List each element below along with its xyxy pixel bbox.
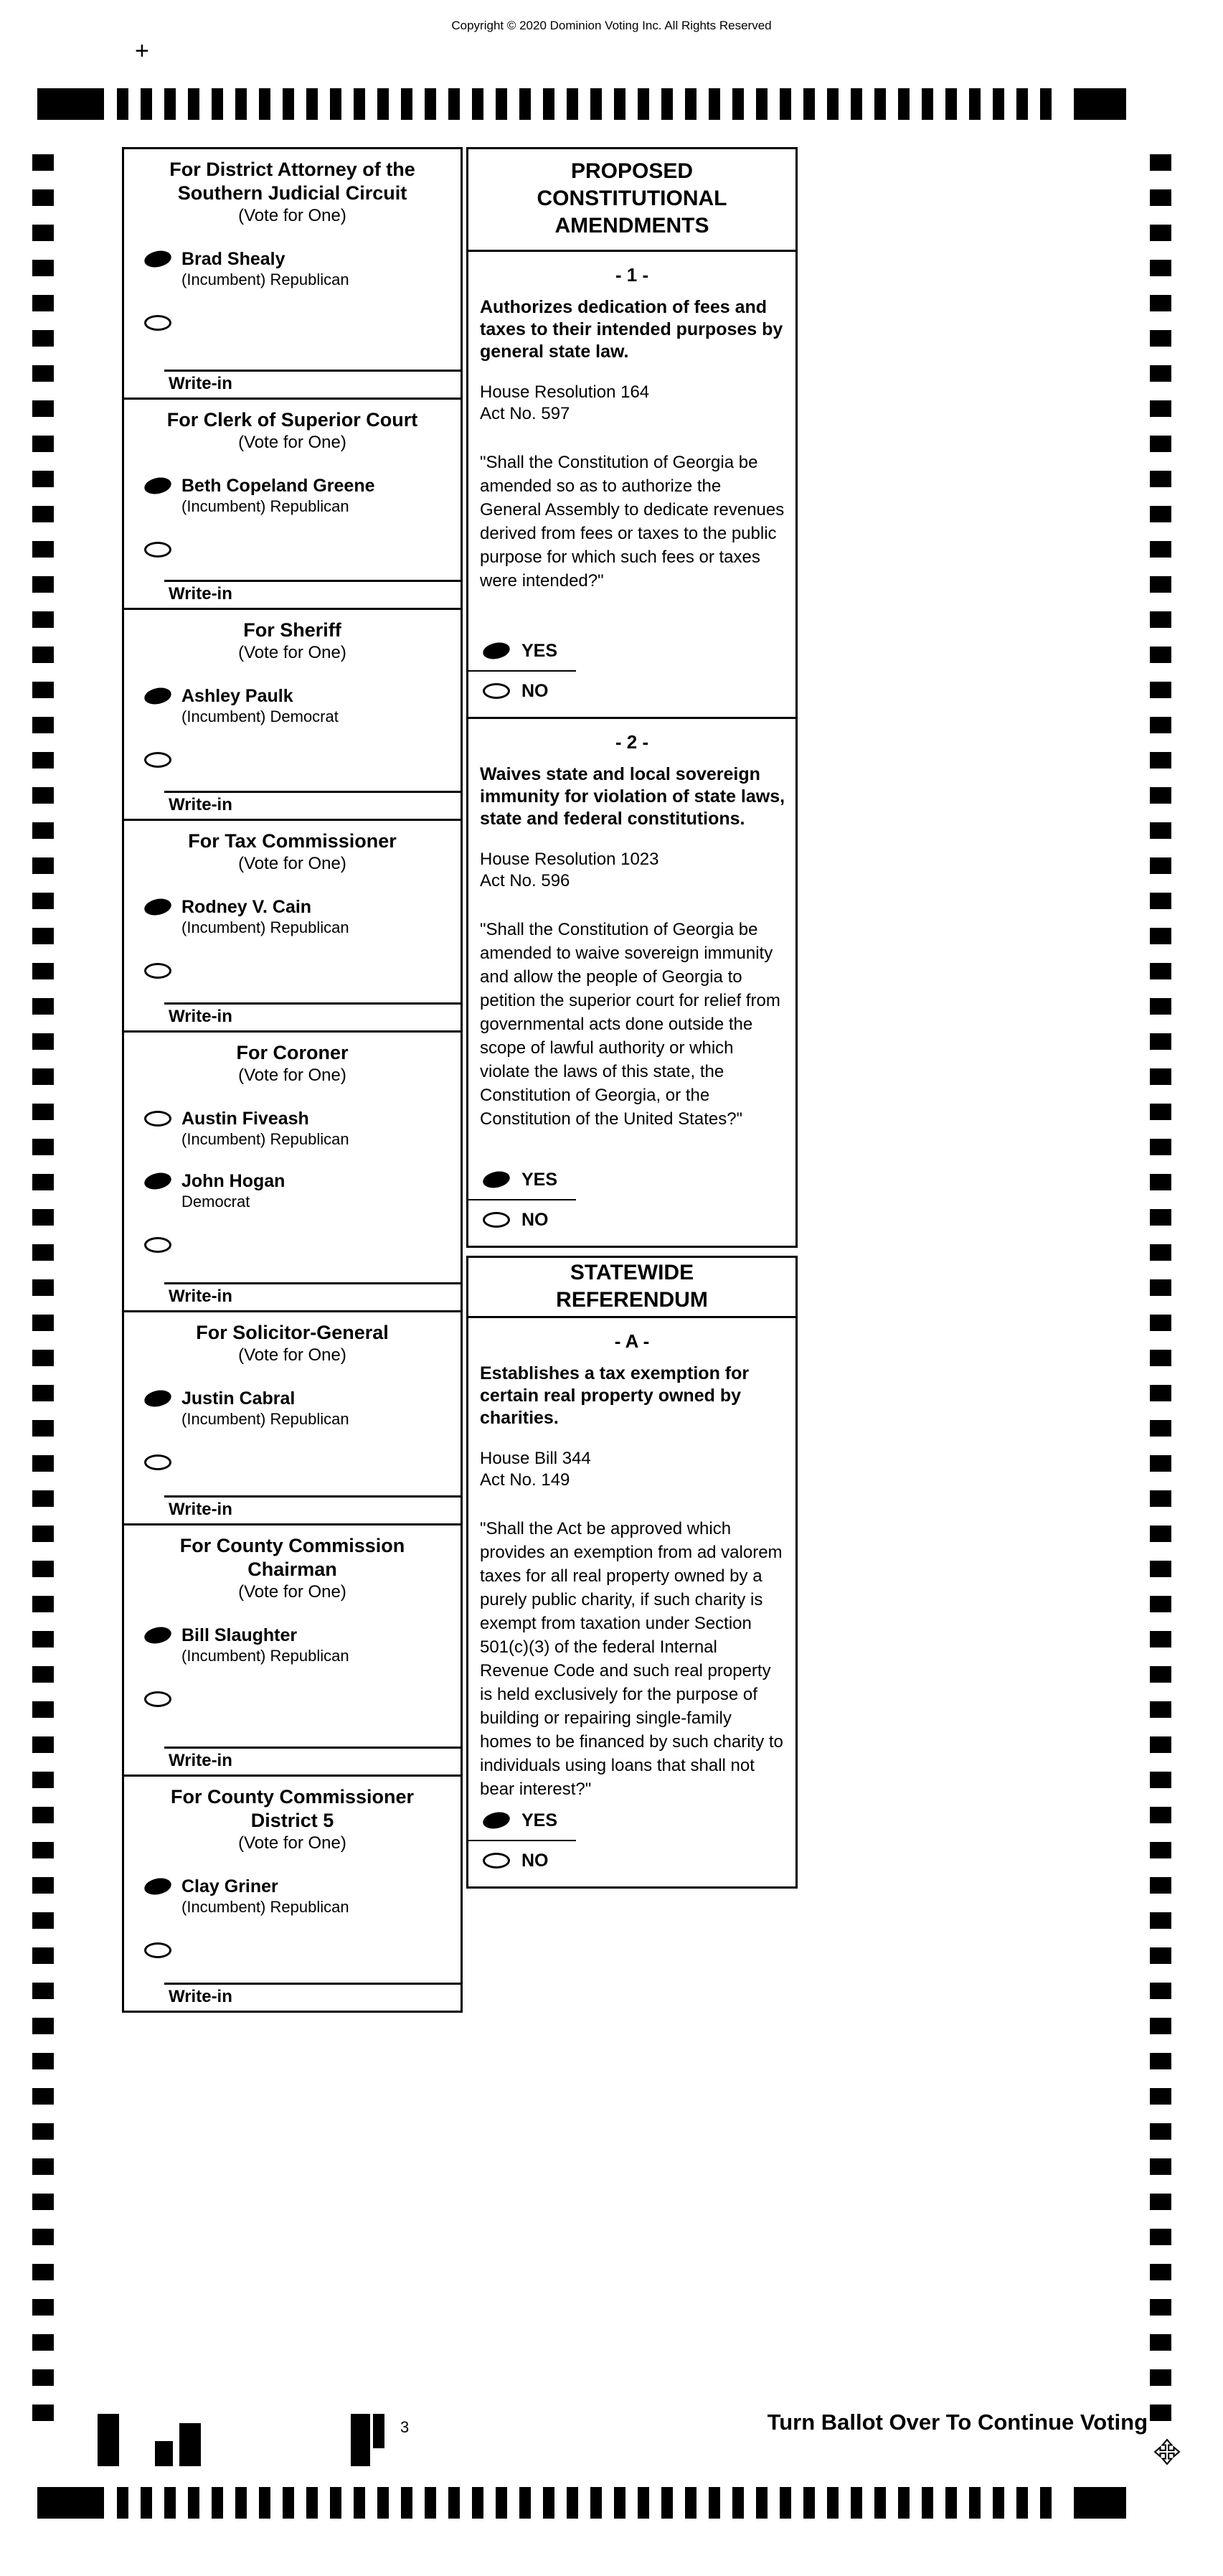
contests-column bbox=[122, 147, 463, 2013]
candidate-row bbox=[124, 685, 461, 726]
write-in-label: Write-in bbox=[169, 584, 232, 603]
candidate-name: Ashley Paulk bbox=[181, 686, 293, 706]
constitutional-amendments-box bbox=[466, 147, 798, 1248]
candidate-row bbox=[124, 1388, 461, 1429]
write-in-oval-row bbox=[124, 963, 461, 982]
candidate-text bbox=[181, 1388, 349, 1429]
candidate-name: Clay Griner bbox=[181, 1876, 278, 1896]
write-in-line[interactable] bbox=[164, 1983, 461, 1985]
vote-for-note: (Vote for One) bbox=[238, 206, 346, 225]
candidate-name: Beth Copeland Greene bbox=[181, 476, 375, 496]
candidate-row bbox=[124, 1108, 461, 1149]
measure-number: - 2 - bbox=[615, 731, 649, 753]
candidate-row bbox=[124, 1876, 461, 1917]
measure-option-row bbox=[468, 636, 795, 665]
measure-options bbox=[468, 636, 795, 705]
write-in-area bbox=[124, 370, 461, 395]
option-oval[interactable] bbox=[481, 1810, 511, 1830]
measure-references: House Resolution 164 Act No. 597 bbox=[480, 382, 650, 423]
measure-summary: Establishes a tax exemption for certain real property owned by charities. bbox=[480, 1363, 750, 1428]
contest-box bbox=[122, 819, 463, 1033]
measure-references: House Bill 344 Act No. 149 bbox=[480, 1449, 591, 1490]
timing-marks-bottom bbox=[0, 2487, 1223, 2519]
contest-title: For Tax Commissioner bbox=[188, 830, 397, 852]
statewide-referendum-box bbox=[466, 1256, 798, 1889]
measure-question: "Shall the Constitution of Georgia be amended to waive sovereign immunity and allow the people of Georgia to petition the superior court for relief from governmental acts done outside the scope of lawful authority or which violate the laws of this state, the Constitution of Georgia, or the Constitution of the United States?" bbox=[480, 920, 780, 1129]
vote-for-note: (Vote for One) bbox=[238, 1582, 346, 1602]
contest-box bbox=[122, 1774, 463, 2013]
ballot-id-mark bbox=[351, 2414, 370, 2466]
candidate-list bbox=[124, 1876, 461, 1917]
write-in-oval-row bbox=[124, 542, 461, 561]
write-in-line[interactable] bbox=[164, 1747, 461, 1749]
contest-box bbox=[122, 1523, 463, 1777]
measure-option-row bbox=[468, 1205, 795, 1234]
measure-section bbox=[468, 1318, 795, 1886]
option-label: YES bbox=[521, 1169, 558, 1190]
write-in-label: Write-in bbox=[169, 795, 232, 814]
turn-ballot-over-text: Turn Ballot Over To Continue Voting bbox=[767, 2410, 1148, 2435]
measure-number: - A - bbox=[614, 1330, 650, 1352]
measure-number: - 1 - bbox=[615, 264, 649, 286]
contest-title: For County Commissioner District 5 bbox=[170, 1786, 415, 1831]
candidate-row bbox=[124, 896, 461, 937]
candidate-list bbox=[124, 1625, 461, 1665]
write-in-oval[interactable] bbox=[144, 315, 171, 331]
write-in-oval-row bbox=[124, 1691, 461, 1711]
option-label: NO bbox=[521, 1209, 549, 1230]
write-in-oval[interactable] bbox=[144, 1237, 171, 1253]
ballot-id-glyph: 3 bbox=[400, 2418, 410, 2436]
timing-block-left bbox=[37, 88, 104, 120]
copyright-text: Copyright © 2020 Dominion Voting Inc. All Rights Reserved bbox=[451, 19, 772, 32]
contest-box bbox=[122, 1030, 463, 1312]
candidate-name: Justin Cabral bbox=[181, 1388, 296, 1409]
write-in-area bbox=[124, 1002, 461, 1028]
vote-for-note: (Vote for One) bbox=[238, 643, 346, 662]
write-in-oval[interactable] bbox=[144, 1942, 171, 1958]
vote-for-note: (Vote for One) bbox=[238, 433, 346, 452]
measure-section bbox=[468, 717, 795, 1246]
candidate-row bbox=[124, 248, 461, 289]
write-in-oval[interactable] bbox=[144, 1691, 171, 1707]
measure-question: "Shall the Act be approved which provides an exemption from ad valorem taxes for all real property owned by a purely public charity, if such charity is exempt from taxation under Section 501(c)(3) of the federal Internal Revenue Code and such real property is held exclusively for the purpose of building or repairing single-family homes to be financed by such charity to individuals using loans that shall not bear interest?" bbox=[480, 1519, 783, 1799]
ballot-id-mark bbox=[155, 2441, 173, 2466]
candidate-text bbox=[181, 685, 339, 726]
option-label: NO bbox=[521, 1850, 549, 1871]
candidate-oval[interactable] bbox=[143, 475, 173, 496]
measure-section bbox=[468, 252, 795, 717]
contest-title: For Clerk of Superior Court bbox=[166, 409, 418, 431]
candidate-text bbox=[181, 1876, 349, 1917]
candidate-oval[interactable] bbox=[143, 685, 173, 706]
timing-bars bbox=[117, 88, 1052, 120]
write-in-oval-row bbox=[124, 315, 461, 334]
write-in-oval[interactable] bbox=[144, 752, 171, 768]
write-in-area bbox=[124, 1495, 461, 1520]
measure-option-row bbox=[468, 1165, 795, 1194]
write-in-label: Write-in bbox=[169, 1287, 232, 1306]
write-in-area bbox=[124, 580, 461, 605]
candidate-party: (Incumbent) Republican bbox=[181, 271, 349, 288]
candidate-list bbox=[124, 1388, 461, 1429]
candidate-oval[interactable] bbox=[143, 896, 173, 917]
measure-summary: Authorizes dedication of fees and taxes to their intended purposes by general state law. bbox=[480, 297, 783, 362]
registration-plus-mark: + bbox=[135, 37, 149, 65]
measure-summary: Waives state and local sovereign immunity for violation of state laws, state and federal constitutions. bbox=[480, 764, 785, 829]
option-oval[interactable] bbox=[483, 1212, 510, 1228]
contest-box bbox=[122, 398, 463, 610]
ballot-id-mark bbox=[179, 2423, 201, 2466]
measure-question: "Shall the Constitution of Georgia be amended so as to authorize the General Assembly to dedicate revenues derived from fees or taxes to the public purpose for which such fees or taxes were intended?" bbox=[480, 453, 785, 591]
amendments-header: PROPOSED CONSTITUTIONAL AMENDMENTS bbox=[468, 149, 795, 252]
candidate-party: (Incumbent) Republican bbox=[181, 1647, 349, 1665]
write-in-oval[interactable] bbox=[144, 963, 171, 979]
option-separator bbox=[468, 1840, 576, 1841]
option-oval[interactable] bbox=[481, 1169, 511, 1190]
candidate-text bbox=[181, 1625, 349, 1665]
candidate-party: Democrat bbox=[181, 1193, 250, 1211]
contest-header bbox=[124, 821, 461, 875]
candidate-oval[interactable] bbox=[144, 1111, 171, 1127]
contest-header bbox=[124, 1526, 461, 1603]
timing-block-right bbox=[1074, 2487, 1126, 2519]
option-oval[interactable] bbox=[481, 640, 511, 661]
candidate-oval[interactable] bbox=[143, 1388, 173, 1409]
contest-title: For District Attorney of the Southern Judicial Circuit bbox=[169, 159, 415, 204]
measure-options bbox=[468, 1806, 795, 1875]
candidate-text bbox=[181, 1108, 349, 1149]
contest-header bbox=[124, 610, 461, 664]
contest-box bbox=[122, 147, 463, 400]
candidate-row bbox=[124, 475, 461, 516]
write-in-area bbox=[124, 791, 461, 816]
timing-marks-right-column bbox=[1150, 154, 1171, 2422]
contest-header bbox=[124, 1312, 461, 1366]
candidate-party: (Incumbent) Republican bbox=[181, 1898, 349, 1916]
candidate-name: Bill Slaughter bbox=[181, 1625, 298, 1645]
candidate-oval[interactable] bbox=[143, 1170, 173, 1191]
candidate-text bbox=[181, 475, 375, 516]
candidate-text bbox=[181, 248, 349, 289]
write-in-line[interactable] bbox=[164, 580, 461, 582]
candidate-oval[interactable] bbox=[143, 1625, 173, 1645]
measure-references: House Resolution 1023 Act No. 596 bbox=[480, 850, 659, 890]
write-in-line[interactable] bbox=[164, 370, 461, 372]
contest-header bbox=[124, 1033, 461, 1086]
contest-header bbox=[124, 1777, 461, 1854]
candidate-name: Rodney V. Cain bbox=[181, 897, 312, 917]
write-in-area bbox=[124, 1747, 461, 1772]
contest-title: For County Commission Chairman bbox=[179, 1535, 405, 1580]
write-in-line[interactable] bbox=[164, 791, 461, 793]
contest-title: For Solicitor-General bbox=[196, 1322, 389, 1343]
contest-header bbox=[124, 149, 461, 227]
timing-block-right bbox=[1074, 88, 1126, 120]
candidate-list bbox=[124, 896, 461, 937]
ballot-id-mark bbox=[98, 2414, 119, 2466]
candidate-list bbox=[124, 475, 461, 516]
measure-options bbox=[468, 1165, 795, 1234]
candidate-list bbox=[124, 685, 461, 726]
contest-header bbox=[124, 400, 461, 453]
write-in-label: Write-in bbox=[169, 1987, 232, 2006]
write-in-oval-row bbox=[124, 1942, 461, 1962]
ballot-id-mark bbox=[373, 2414, 384, 2448]
candidate-name: Brad Shealy bbox=[181, 249, 285, 269]
candidate-party: (Incumbent) Republican bbox=[181, 497, 349, 515]
write-in-oval-row bbox=[124, 1454, 461, 1474]
candidate-list bbox=[124, 248, 461, 289]
contest-title: For Coroner bbox=[236, 1042, 349, 1063]
write-in-oval[interactable] bbox=[144, 542, 171, 558]
timing-bars bbox=[117, 2487, 1052, 2519]
write-in-label: Write-in bbox=[169, 1007, 232, 1026]
option-label: NO bbox=[521, 680, 549, 701]
candidate-party: (Incumbent) Republican bbox=[181, 1410, 349, 1428]
candidate-party: (Incumbent) Democrat bbox=[181, 708, 339, 725]
candidate-text bbox=[181, 1170, 285, 1211]
vote-for-note: (Vote for One) bbox=[238, 1066, 346, 1085]
write-in-line[interactable] bbox=[164, 1002, 461, 1005]
four-way-arrow-icon bbox=[1153, 2438, 1181, 2465]
measure-option-row bbox=[468, 1846, 795, 1875]
option-oval[interactable] bbox=[483, 683, 510, 699]
vote-for-note: (Vote for One) bbox=[238, 1345, 346, 1365]
contest-box bbox=[122, 1310, 463, 1526]
candidate-name: Austin Fiveash bbox=[181, 1109, 309, 1129]
timing-block-left bbox=[37, 2487, 104, 2519]
timing-marks-left-column bbox=[32, 154, 54, 2422]
write-in-oval[interactable] bbox=[144, 1454, 171, 1470]
write-in-line[interactable] bbox=[164, 1282, 461, 1284]
option-oval[interactable] bbox=[483, 1853, 510, 1868]
write-in-label: Write-in bbox=[169, 374, 232, 393]
write-in-line[interactable] bbox=[164, 1495, 461, 1498]
candidate-oval[interactable] bbox=[143, 1876, 173, 1896]
write-in-label: Write-in bbox=[169, 1500, 232, 1519]
contest-box bbox=[122, 608, 463, 821]
candidate-name: John Hogan bbox=[181, 1171, 285, 1191]
candidate-row bbox=[124, 1170, 461, 1211]
option-label: YES bbox=[521, 1810, 558, 1830]
candidate-party: (Incumbent) Republican bbox=[181, 1130, 349, 1148]
timing-marks-top bbox=[0, 88, 1223, 120]
write-in-oval-row bbox=[124, 1237, 461, 1256]
candidate-oval[interactable] bbox=[143, 248, 173, 269]
option-separator bbox=[468, 670, 576, 672]
candidate-row bbox=[124, 1625, 461, 1665]
candidate-text bbox=[181, 896, 349, 937]
candidate-list bbox=[124, 1108, 461, 1211]
write-in-oval-row bbox=[124, 752, 461, 771]
measure-option-row bbox=[468, 1806, 795, 1835]
vote-for-note: (Vote for One) bbox=[238, 854, 346, 873]
measure-option-row bbox=[468, 677, 795, 705]
contest-title: For Sheriff bbox=[243, 619, 341, 641]
option-label: YES bbox=[521, 640, 558, 661]
vote-for-note: (Vote for One) bbox=[238, 1833, 346, 1853]
write-in-label: Write-in bbox=[169, 1751, 232, 1770]
option-separator bbox=[468, 1199, 576, 1200]
referendum-header: STATEWIDE REFERENDUM bbox=[468, 1258, 795, 1318]
candidate-party: (Incumbent) Republican bbox=[181, 918, 349, 936]
write-in-area bbox=[124, 1983, 461, 2008]
write-in-area bbox=[124, 1282, 461, 1307]
